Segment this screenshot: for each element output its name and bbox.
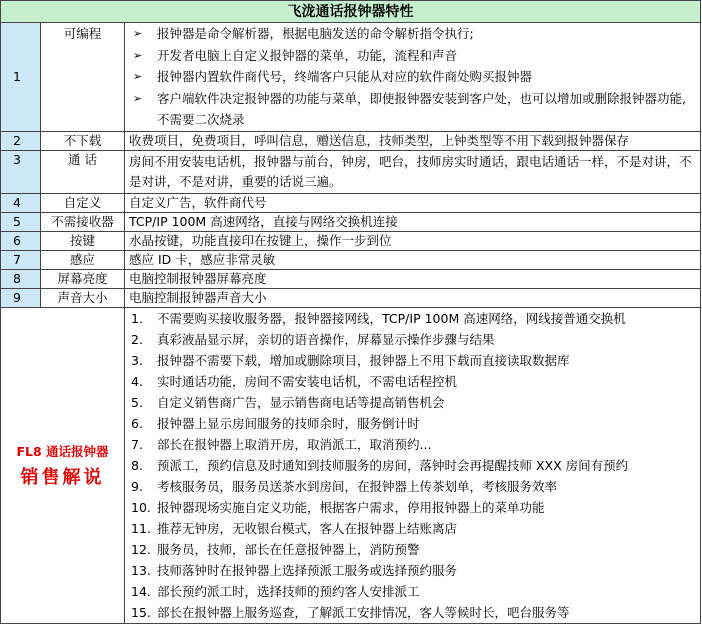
arrow-right-outline-icon: ➢	[133, 91, 143, 105]
arrow-right-outline-icon: ➢	[133, 27, 143, 40]
list-item: 5. 自定义销售商广告，显示销售商电话等提高销售机会	[131, 394, 445, 410]
feature-name: 可编程	[41, 23, 125, 132]
list-item: ➢ 客户端软件决定报钟器的功能与菜单，即使报钟器安装到客户处，也可以增加或删除报钟器功能,不需要二次烧录	[129, 88, 696, 131]
feature-description: 收费项目，免费项目，呼叫信息，赠送信息，技师类型，上钟类型等不用下载到报钟器保存	[125, 131, 701, 150]
feature-description: 水晶按键，功能直接印在按键上，操作一步到位	[125, 231, 701, 250]
table-row	[1, 23, 701, 132]
sales-row	[1, 307, 701, 623]
sales-label-title: 销售解说	[20, 467, 105, 488]
sales-points	[125, 307, 701, 623]
table-title: 飞泷通话报钟器特性	[1, 1, 701, 23]
list-item: 14. 部长预约派工时，选择技师的预约客人安排派工	[131, 583, 420, 599]
table-row	[1, 131, 701, 150]
row-number: 6	[1, 231, 41, 250]
list-item: 10. 报钟器现场实施自定义功能，根据客户需求，停用报钟器上的菜单功能	[131, 499, 545, 515]
list-item: 1. 不需要购买接收服务器，报钟器接网线，TCP/IP 100M 高速网络，网线接普通交换机	[131, 310, 626, 326]
list-item: 7. 部长在报钟器上取消开房，取消派工，取消预约...	[131, 436, 432, 452]
list-item: 4. 实时通话功能，房间不需安装电话机，不需电话程控机	[131, 373, 458, 389]
feature-name: 按键	[41, 231, 125, 250]
feature-name: 感应	[41, 250, 125, 269]
feature-description: TCP/IP 100M 高速网络，直接与网络交换机连接	[125, 212, 701, 231]
sales-label-model: FL8 通话报钟器	[16, 444, 109, 459]
list-item: ➢ 报钟器内置软件商代号，终端客户只能从对应的软件商处购买报钟器	[129, 66, 696, 88]
row-number: 9	[1, 288, 41, 307]
row-number: 8	[1, 269, 41, 288]
row-number: 5	[1, 212, 41, 231]
table-row	[1, 231, 701, 250]
table-row	[1, 288, 701, 307]
bullet-list	[129, 23, 696, 131]
list-item: 11. 推荐无钟房，无收银台模式，客人在报钟器上结账离店	[131, 520, 458, 536]
list-item: ➢ 开发者电脑上自定义报钟器的菜单，功能，流程和声音	[129, 45, 696, 67]
feature-description: 电脑控制报钟器屏幕亮度	[125, 269, 701, 288]
list-item: ➢ 报钟器是命令解析器，根据电脑发送的命令解析指令执行;	[129, 23, 696, 45]
feature-name: 不下载	[41, 131, 125, 150]
list-item: 3. 报钟器不需要下载，增加或删除项目，报钟器上不用下载而直接读取数据库	[131, 352, 570, 368]
table-row	[1, 150, 701, 193]
feature-description: 房间不用安装电话机，报钟器与前台，钟房，吧台，技师房实时通话，跟电话通话一样，不是对讲，不是对讲，不是对讲，重要的话说三遍。	[125, 150, 701, 193]
feature-name: 通 话	[41, 150, 125, 193]
list-item: 12. 服务员，技师，部长在任意报钟器上，消防预警	[131, 541, 420, 557]
sales-list	[129, 308, 696, 623]
list-item: 9. 考核服务员，服务员送茶水到房间，在报钟器上传茶划单，考核服务效率	[131, 478, 558, 494]
arrow-right-outline-icon: ➢	[133, 48, 143, 62]
title-row	[1, 1, 701, 23]
list-item: 15. 部长在报钟器上服务巡查，了解派工安排情况，客人等候时长，吧台服务等	[131, 604, 570, 620]
feature-name: 自定义	[41, 193, 125, 212]
list-item: 8. 预派工，预约信息及时通知到技师服务的房间，落钟时会再提醒技师 XXX 房间有预约	[131, 457, 629, 473]
table-row	[1, 212, 701, 231]
row-number: 2	[1, 131, 41, 150]
feature-description: 自定义广告，软件商代号	[125, 193, 701, 212]
feature-name: 不需接收器	[41, 212, 125, 231]
list-item: 2. 真彩液晶显示屏，亲切的语音操作，屏幕显示操作步骤与结果	[131, 331, 495, 347]
feature-description: 感应 ID 卡，感应非常灵敏	[125, 250, 701, 269]
feature-description: 电脑控制报钟器声音大小	[125, 288, 701, 307]
row-number: 3	[1, 150, 41, 193]
row-number: 4	[1, 193, 41, 212]
row-number: 1	[1, 23, 41, 132]
row-number: 7	[1, 250, 41, 269]
feature-description	[125, 23, 701, 132]
feature-name: 屏幕亮度	[41, 269, 125, 288]
table-row	[1, 250, 701, 269]
list-item: 13. 技师落钟时在报钟器上选择预派工服务或选择预约服务	[131, 562, 458, 578]
feature-name: 声音大小	[41, 288, 125, 307]
sales-label	[1, 307, 125, 623]
table-row	[1, 269, 701, 288]
list-item: 6. 报钟器上显示房间服务的技师余时，服务倒计时	[131, 415, 420, 431]
arrow-right-outline-icon: ➢	[133, 70, 143, 83]
table-row	[1, 193, 701, 212]
